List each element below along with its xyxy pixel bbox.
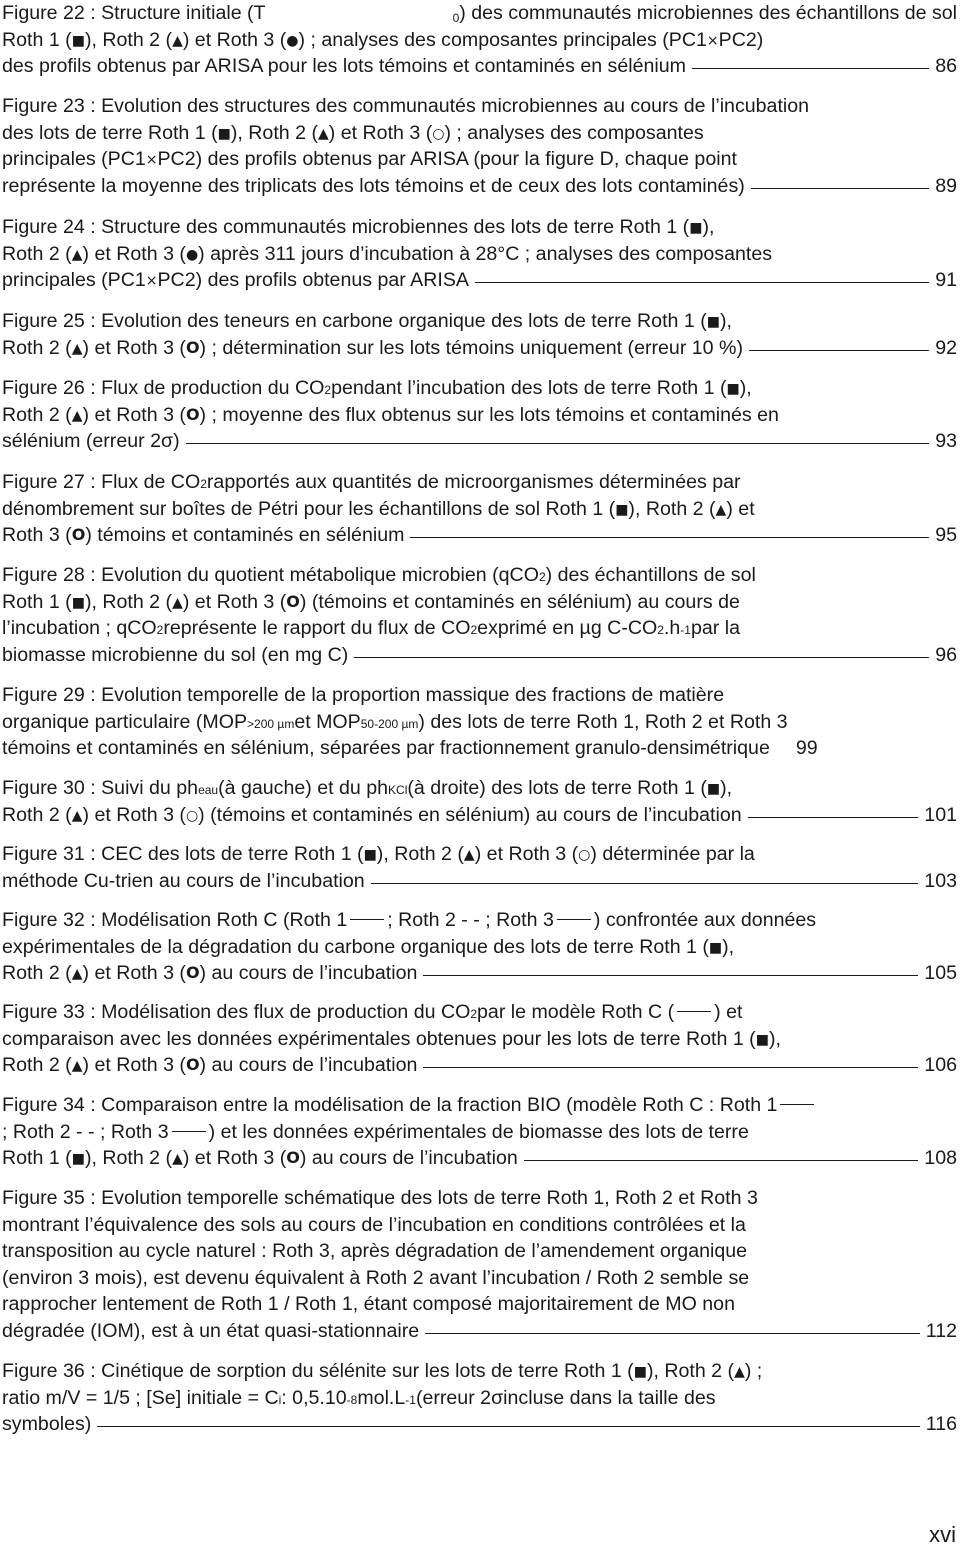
leader-line xyxy=(751,188,929,189)
square-symbol: ■ xyxy=(217,125,231,142)
toc-entry-figure-32[interactable]: Figure 32 : Modélisation Roth C (Roth 1 ; Roth 2 - - ; Roth 3 ) confrontée aux données expérimentales de la dégradation du carbone organique des lots de terre Roth 1 ( ■ ), Roth 2 ( ▲ ) et Roth 3 ( O ) au cours de l’incubation 105 xyxy=(2,907,957,987)
folio-page-number: xvi xyxy=(929,1522,956,1547)
bold-circle-symbol: O xyxy=(185,1055,200,1075)
page-number: 86 xyxy=(935,55,957,78)
triangle-symbol: ▲ xyxy=(172,594,183,611)
page-number: 108 xyxy=(924,1147,957,1170)
times-symbol: × xyxy=(145,152,158,169)
square-symbol: ■ xyxy=(706,781,721,797)
square-symbol: ■ xyxy=(615,501,629,518)
triangle-symbol: ▲ xyxy=(715,501,727,518)
triangle-symbol: ▲ xyxy=(71,340,83,357)
triangle-symbol: ▲ xyxy=(71,807,83,824)
triangle-symbol: ▲ xyxy=(318,125,329,142)
toc-entry-figure-31[interactable]: Figure 31 : CEC des lots de terre Roth 1 ( ■ ), Roth 2 ( ▲ ) et Roth 3 ( ○ ) déterminée par la méthode Cu-trien au cours de l’incubation 103 xyxy=(2,841,957,894)
bold-circle-symbol: O xyxy=(185,404,200,424)
filled-circle-symbol: ● xyxy=(286,32,299,49)
bold-circle-symbol: O xyxy=(71,525,86,545)
square-symbol: ■ xyxy=(71,32,85,49)
bold-circle-symbol: O xyxy=(286,591,300,611)
leader-line xyxy=(423,975,918,976)
toc-entry-figure-30[interactable]: Figure 30 : Suivi du ph eau (à gauche) et du ph KCl (à droite) des lots de terre Roth 1 ( ■ ), Roth 2 ( ▲ ) et Roth 3 ( ○ ) (témoins et contaminés en sélénium) au cours de l’incubation 101 xyxy=(2,775,957,828)
leader-line xyxy=(748,817,919,818)
solid-line-legend xyxy=(350,919,384,920)
leader-line xyxy=(371,883,919,884)
square-symbol: ■ xyxy=(71,594,85,611)
square-symbol: ■ xyxy=(726,381,740,397)
page-number: 96 xyxy=(935,643,957,666)
page-number: 105 xyxy=(924,962,957,985)
leader-line xyxy=(423,1067,918,1068)
toc-entry-figure-29[interactable]: Figure 29 : Evolution temporelle de la proportion massique des fractions de matière organique particulaire (MOP >200 µm et MOP 50-200 µm ) des lots de terre Roth 1, Roth 2 et Roth 3 témoins et contaminés en sélénium, séparées par fractionnement granulo-densimétrique 99 xyxy=(2,682,957,762)
entry-text: Figure 22 : Structure initiale (T xyxy=(2,2,266,24)
square-symbol: ■ xyxy=(71,1151,85,1168)
toc-entry-figure-34[interactable]: Figure 34 : Comparaison entre la modélisation de la fraction BIO (modèle Roth C : Roth 1 ; Roth 2 - - ; Roth 3 ) et les données expérimentales de biomasse des lots de terre Roth 1 ( ■ ), Roth 2 ( ▲ ) et Roth 3 ( O ) au cours de l’incubation 108 xyxy=(2,1092,957,1172)
triangle-symbol: ▲ xyxy=(172,1151,183,1168)
leader-line xyxy=(692,68,929,69)
bold-circle-symbol: O xyxy=(185,337,200,357)
leader-line xyxy=(410,537,929,538)
solid-line-legend xyxy=(780,1104,814,1105)
toc-entry-figure-27[interactable]: Figure 27 : Flux de CO 2 rapportés aux quantités de microorganismes déterminées par dénombrement sur boîtes de Pétri pour les échantillons de sol Roth 1 ( ■ ), Roth 2 ( ▲ ) et Roth 3 ( O ) témoins et contaminés en sélénium 95 xyxy=(2,469,957,549)
page-number: 89 xyxy=(935,174,957,197)
square-symbol: ■ xyxy=(689,220,703,236)
page-number: 93 xyxy=(935,430,957,453)
page-number: 112 xyxy=(925,1319,957,1342)
page-number: 91 xyxy=(935,269,957,292)
leader-line xyxy=(524,1160,919,1161)
toc-entry-figure-22[interactable]: Figure 22 : Structure initiale (T $_0$) des communautés microbiennes des échantillons de sol Roth 1 ( ■ ), Roth 2 ( ▲ ) et Roth 3 ( ● ) ; analyses des composantes principales (PC1 × PC2) des profils obtenus par ARISA pour les lots témoins et contaminés en sélénium 86 xyxy=(2,0,957,80)
solid-line-legend xyxy=(557,919,591,920)
page-number: 101 xyxy=(924,803,957,826)
triangle-symbol: ▲ xyxy=(71,407,83,424)
times-symbol: × xyxy=(145,273,158,290)
triangle-symbol: ▲ xyxy=(463,847,475,863)
bold-circle-symbol: O xyxy=(185,963,200,983)
toc-entry-figure-23[interactable]: Figure 23 : Evolution des structures des communautés microbiennes au cours de l’incubation des lots de terre Roth 1 ( ■ ), Roth 2 ( ▲ ) et Roth 3 ( ○ ) ; analyses des composantes principales (PC1 × PC2) des profils obtenus par ARISA (pour la figure D, chaque point représente la moyenne des triplicats des lots témoins et de ceux des lots contaminés) 89 xyxy=(2,93,957,199)
open-circle-symbol: ○ xyxy=(578,847,591,863)
page-number: 116 xyxy=(925,1413,957,1436)
leader-line xyxy=(186,443,930,444)
toc-entry-figure-26[interactable]: Figure 26 : Flux de production du CO 2 pendant l’incubation des lots de terre Roth 1 ( ■ ), Roth 2 ( ▲ ) et Roth 3 ( O ) ; moyenne des flux obtenus sur les lots témoins et contaminés en sélénium (erreur 2 σ ) 93 xyxy=(2,375,957,455)
open-circle-symbol: ○ xyxy=(432,125,445,142)
triangle-symbol: ▲ xyxy=(71,966,83,983)
leader-line xyxy=(354,657,929,658)
triangle-symbol: ▲ xyxy=(71,1058,83,1075)
solid-line-legend xyxy=(677,1011,711,1012)
page-number: 103 xyxy=(924,869,957,892)
leader-line xyxy=(749,350,929,351)
page-number: 92 xyxy=(935,336,957,359)
square-symbol: ■ xyxy=(708,939,723,956)
bold-circle-symbol: O xyxy=(286,1148,300,1168)
leader-line xyxy=(97,1426,919,1427)
toc-entry-figure-25[interactable]: Figure 25 : Evolution des teneurs en carbone organique des lots de terre Roth 1 ( ■ ), Roth 2 ( ▲ ) et Roth 3 ( O ) ; détermination sur les lots témoins uniquement (erreur 10 %) 92 xyxy=(2,308,957,361)
sigma-symbol: σ xyxy=(161,430,174,453)
toc-entry-figure-35[interactable]: Figure 35 : Evolution temporelle schématique des lots de terre Roth 1, Roth 2 et Roth 3 montrant l’équivalence des sols au cours de l’incubation en conditions contrôlées et la transposition au cycle naturel : Roth 3, après dégradation de l’amendement organique (environ 3 mois), est devenu équivalent à Roth 2 avant l’incubation / Roth 2 semble se rapprocher lentement de Roth 1 / Roth 1, étant composé majoritairement de MO non dégradée (IOM), est à un état quasi-stationnaire 112 xyxy=(2,1185,957,1345)
triangle-symbol: ▲ xyxy=(172,32,183,49)
times-symbol: × xyxy=(706,32,719,49)
toc-entry-figure-24[interactable]: Figure 24 : Structure des communautés microbiennes des lots de terre Roth 1 ( ■ ), Roth 2 ( ▲ ) et Roth 3 ( ● ) après 311 jours d’incubation à 28 ° C ; analyses des composantes principales (PC1 × PC2) des profils obtenus par ARISA 91 xyxy=(2,214,957,294)
page-number: 99 xyxy=(795,737,818,760)
triangle-symbol: ▲ xyxy=(734,1364,745,1380)
leader-line xyxy=(475,282,929,283)
leader-line xyxy=(425,1333,920,1334)
square-symbol: ■ xyxy=(633,1364,647,1380)
open-circle-symbol: ○ xyxy=(185,807,199,824)
triangle-symbol: ▲ xyxy=(71,246,83,263)
page-number: 95 xyxy=(935,524,957,547)
page-number: 106 xyxy=(924,1054,957,1077)
solid-line-legend xyxy=(172,1131,206,1132)
degree-symbol: ° xyxy=(497,242,506,265)
square-symbol: ■ xyxy=(706,314,720,330)
toc-entry-figure-28[interactable]: Figure 28 : Evolution du quotient métabolique microbien (qCO 2 ) des échantillons de sol Roth 1 ( ■ ), Roth 2 ( ▲ ) et Roth 3 ( O ) (témoins et contaminés en sélénium) au cours de l’incubation ; qCO 2 représente le rapport du flux de CO 2 exprimé en µg C-CO 2 .h -1 par la biomasse microbienne du sol (en mg C) 96 xyxy=(2,562,957,668)
sigma-symbol: σ xyxy=(491,1386,504,1409)
filled-circle-symbol: ● xyxy=(185,246,199,263)
square-symbol: ■ xyxy=(363,847,377,863)
toc-entry-figure-33[interactable]: Figure 33 : Modélisation des flux de production du CO 2 par le modèle Roth C ( ) et comparaison avec les données expérimentales obtenues pour les lots de terre Roth 1 ( ■ ), Roth 2 ( ▲ ) et Roth 3 ( O ) au cours de l’incubation 106 xyxy=(2,999,957,1079)
toc-entry-figure-36[interactable]: Figure 36 : Cinétique de sorption du sélénite sur les lots de terre Roth 1 ( ■ ), Roth 2 ( ▲ ) ; ratio m/V = 1/5 ; [Se] initiale = C i : 0,5.10 -8 mol.L -1 (erreur 2 σ incluse dans la taille des symboles) 116 xyxy=(2,1358,957,1438)
square-symbol: ■ xyxy=(755,1031,769,1048)
